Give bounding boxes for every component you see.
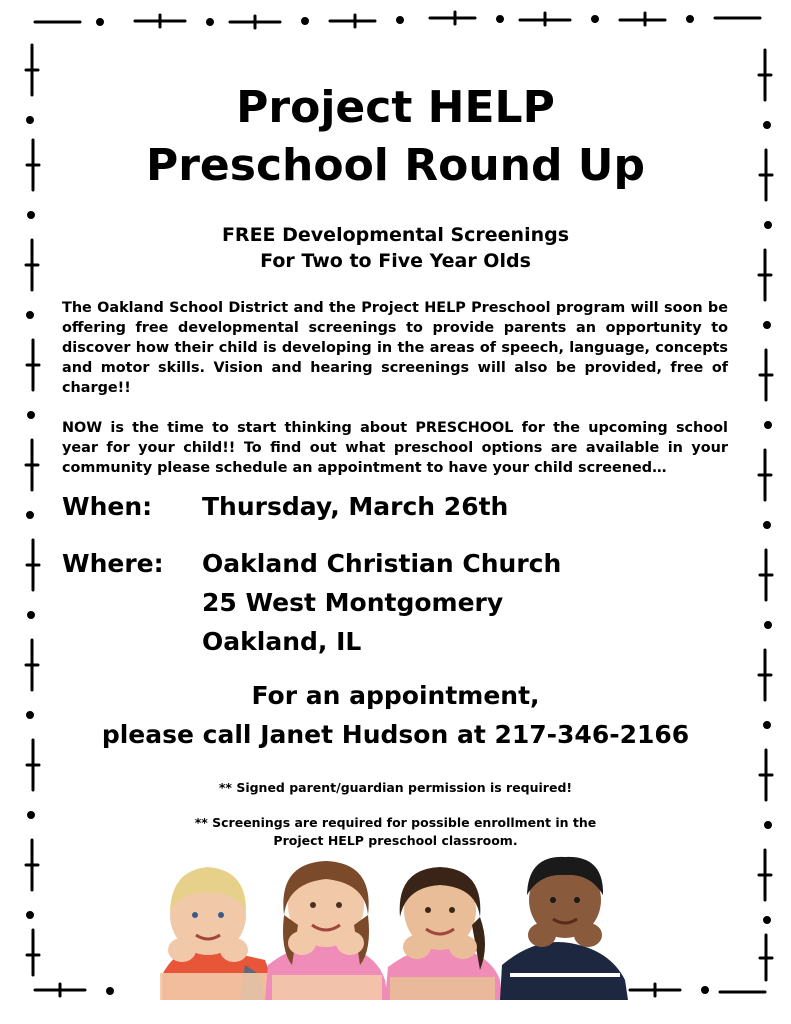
when-value: Thursday, March 26th [202, 492, 509, 521]
title-line-1: Project HELP [236, 82, 555, 133]
subtitle-line-2: For Two to Five Year Olds [260, 250, 531, 272]
where-row-3 [0, 623, 791, 661]
appointment-line-2: please call Janet Hudson at 217-346-2166 [101, 720, 690, 749]
call-to-action-paragraph: NOW is the time to start thinking about PRESCHOOL for the upcoming school year for your child!! To find out what preschool options are available in your community please schedule an appointment to have your child screened… [62, 420, 728, 476]
child-girl-pink-2 [385, 867, 502, 1000]
where-line-2: 25 West Montgomery [202, 588, 504, 617]
subtitle-line-1: FREE Developmental Screenings [221, 224, 570, 246]
appointment-line-1: For an appointment, [251, 681, 540, 710]
intro-paragraph: The Oakland School District and the Project HELP Preschool program will soon be offering free developmental screenings to provide parents an opportunity to discover how their child is developing in the areas of speech, language, concepts and motor skills. Vision and hearing screenings will also be provided, free of charge!! [62, 300, 728, 396]
where-line-1: Oakland Christian Church [202, 549, 562, 578]
when-label: When: [62, 492, 153, 521]
child-boy-navy [500, 857, 628, 1000]
children-photo [160, 855, 630, 1000]
title-line-2: Preschool Round Up [145, 140, 646, 191]
enrollment-note-line-1: ** Screenings are required for possible enrollment in the [194, 815, 597, 830]
child-blond-boy [160, 867, 280, 1000]
where-label: Where: [62, 549, 164, 578]
when-row [0, 488, 791, 526]
permission-note: ** Signed parent/guardian permission is required! [218, 780, 573, 795]
child-girl-pink-1 [265, 861, 388, 1000]
where-row [0, 545, 791, 583]
where-row-2 [0, 584, 791, 622]
where-line-3: Oakland, IL [202, 627, 362, 656]
enrollment-note-line-2: Project HELP preschool classroom. [273, 833, 518, 848]
